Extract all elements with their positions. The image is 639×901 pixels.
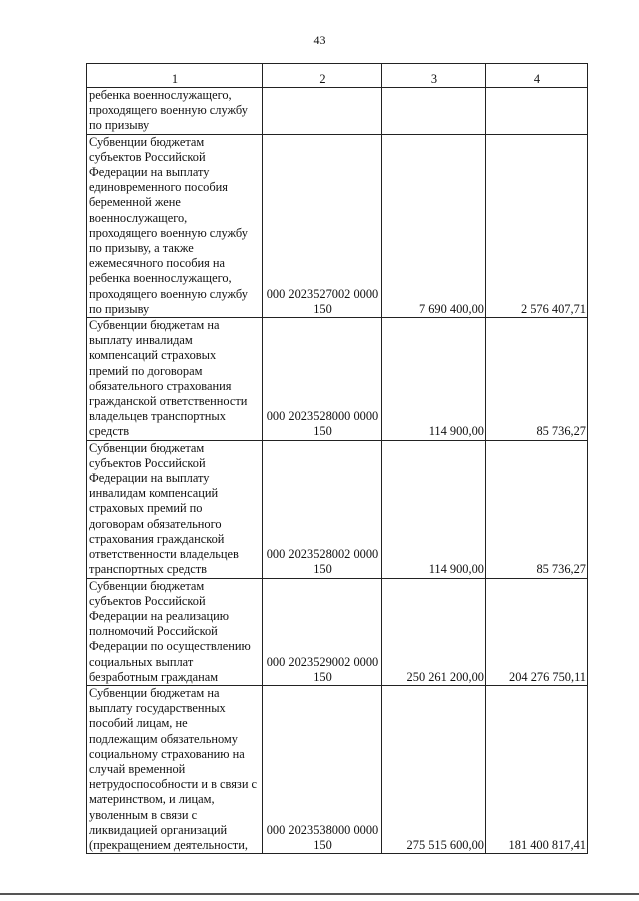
table-header-row xyxy=(87,64,588,88)
row-actual-amount: 181 400 817,41 xyxy=(486,685,588,853)
row-code xyxy=(263,88,382,135)
row-actual-amount xyxy=(486,88,588,135)
row-plan-amount: 275 515 600,00 xyxy=(382,685,486,853)
row-actual-amount: 204 276 750,11 xyxy=(486,578,588,685)
page-bottom-rule xyxy=(0,893,639,895)
row-actual-amount: 85 736,27 xyxy=(486,318,588,441)
row-code: 000 2023538000 0000 150 xyxy=(263,685,382,853)
row-code: 000 2023527002 0000 150 xyxy=(263,134,382,317)
row-plan-amount: 114 900,00 xyxy=(382,440,486,578)
page-number: 43 xyxy=(313,33,326,47)
table-row xyxy=(87,440,588,578)
row-name: Субвенции бюджетам субъектов Российской Федерации на реализацию полномочий Российской Федерации по осуществлению социальных выплат безработным гражданам xyxy=(87,578,263,685)
table-row xyxy=(87,134,588,317)
table-row xyxy=(87,685,588,853)
row-plan-amount: 250 261 200,00 xyxy=(382,578,486,685)
row-code: 000 2023528002 0000 150 xyxy=(263,440,382,578)
row-code: 000 2023529002 0000 150 xyxy=(263,578,382,685)
row-plan-amount xyxy=(382,88,486,135)
row-code: 000 2023528000 0000 150 xyxy=(263,318,382,441)
budget-table xyxy=(86,63,588,854)
column-header-3: 3 xyxy=(382,64,486,88)
row-name: Субвенции бюджетам на выплату инвалидам компенсаций страховых премий по договорам обязательного страхования гражданской ответственности владельцев транспортных средств xyxy=(87,318,263,441)
table-row xyxy=(87,578,588,685)
row-plan-amount: 114 900,00 xyxy=(382,318,486,441)
row-name: Субвенции бюджетам субъектов Российской Федерации на выплату инвалидам компенсаций страховых премий по договорам обязательного страхования гражданской ответственности владельцев транспортных средств xyxy=(87,440,263,578)
column-header-1: 1 xyxy=(87,64,263,88)
row-actual-amount: 2 576 407,71 xyxy=(486,134,588,317)
row-name: Субвенции бюджетам субъектов Российской Федерации на выплату единовременного пособия беременной жене военнослужащего, проходящего военную службу по призыву, а также ежемесячного пособия на ребенка военнослужащего, проходящего военную службу по призыву xyxy=(87,134,263,317)
table-row xyxy=(87,318,588,441)
table-row xyxy=(87,88,588,135)
column-header-2: 2 xyxy=(263,64,382,88)
row-name: Субвенции бюджетам на выплату государственных пособий лицам, не подлежащим обязательному социальному страхованию на случай временной нетрудоспособности и в связи с материнством, и лицам, уволенным в связи с ликвидацией организаций (прекращением деятельности, xyxy=(87,685,263,853)
column-header-4: 4 xyxy=(486,64,588,88)
row-name: ребенка военнослужащего, проходящего военную службу по призыву xyxy=(87,88,263,135)
row-plan-amount: 7 690 400,00 xyxy=(382,134,486,317)
row-actual-amount: 85 736,27 xyxy=(486,440,588,578)
